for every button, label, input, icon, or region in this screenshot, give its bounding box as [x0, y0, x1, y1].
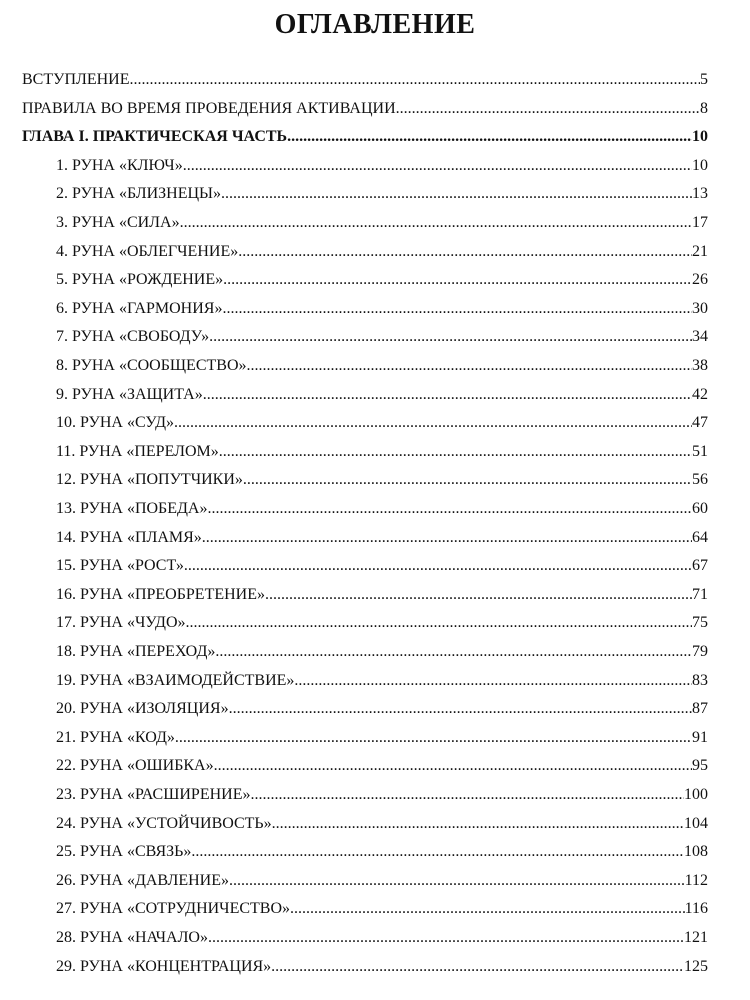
toc-dot-leader	[294, 670, 692, 692]
toc-entry-label: 20. РУНА «ИЗОЛЯЦИЯ»	[56, 700, 229, 717]
toc-entry	[56, 612, 708, 634]
toc-dot-leader	[186, 612, 692, 634]
toc-entry-page: 112	[684, 872, 708, 889]
toc-entry	[56, 841, 708, 863]
toc-dot-leader	[180, 212, 692, 234]
toc-entry	[56, 870, 708, 892]
toc-entry	[56, 212, 708, 234]
toc-entry-label: ПРАВИЛА ВО ВРЕМЯ ПРОВЕДЕНИЯ АКТИВАЦИИ	[22, 100, 396, 117]
toc-dot-leader	[229, 698, 692, 720]
toc-dot-leader	[247, 355, 693, 377]
toc-entry	[56, 670, 708, 692]
toc-entry-label: ГЛАВА I. ПРАКТИЧЕСКАЯ ЧАСТЬ	[22, 128, 288, 145]
toc-entry-page: 100	[684, 786, 708, 803]
toc-entry-label: 14. РУНА «ПЛАМЯ»	[56, 529, 202, 546]
toc-entry-page: 10	[692, 128, 708, 145]
toc-entry-page: 87	[692, 700, 708, 717]
toc-entry-page: 17	[692, 214, 708, 231]
toc-entry	[56, 384, 708, 406]
toc-dot-leader	[396, 98, 700, 120]
toc-dot-leader	[175, 727, 692, 749]
toc-entry	[56, 898, 708, 920]
toc-entry-label: 6. РУНА «ГАРМОНИЯ»	[56, 300, 223, 317]
toc-dot-leader	[208, 927, 684, 949]
toc-entry-page: 42	[692, 386, 708, 403]
toc-entry-page: 121	[684, 929, 708, 946]
toc-entry	[56, 784, 708, 806]
toc-entry-page: 83	[692, 672, 708, 689]
toc-dot-leader	[203, 384, 692, 406]
toc-entry	[22, 69, 708, 91]
toc-entry-label: 22. РУНА «ОШИБКА»	[56, 757, 214, 774]
toc-entry-page: 104	[684, 815, 708, 832]
toc-entry-label: 29. РУНА «КОНЦЕНТРАЦИЯ»	[56, 958, 272, 975]
toc-entry-page: 47	[692, 414, 708, 431]
toc-entry-label: 10. РУНА «СУД»	[56, 414, 175, 431]
toc-entry-label: 28. РУНА «НАЧАЛО»	[56, 929, 208, 946]
toc-entry-page: 51	[692, 443, 708, 460]
toc-dot-leader	[130, 69, 700, 91]
toc-entry-page: 116	[684, 900, 708, 917]
toc-entry-label: 13. РУНА «ПОБЕДА»	[56, 500, 208, 517]
toc-entry-page: 75	[692, 614, 708, 631]
toc-entry-label: ВСТУПЛЕНИЕ	[22, 71, 130, 88]
toc-entry-label: 8. РУНА «СООБЩЕСТВО»	[56, 357, 247, 374]
toc-dot-leader	[287, 126, 692, 148]
toc-entry	[56, 956, 708, 978]
toc-entry-label: 5. РУНА «РОЖДЕНИЕ»	[56, 271, 224, 288]
toc-entry	[56, 183, 708, 205]
toc-entry-page: 56	[692, 471, 708, 488]
toc-dot-leader	[238, 241, 692, 263]
toc-entry-page: 125	[684, 958, 708, 975]
toc-entry	[56, 584, 708, 606]
toc-entry-page: 71	[692, 586, 708, 603]
toc-entry	[56, 155, 708, 177]
toc-entry-label: 4. РУНА «ОБЛЕГЧЕНИЕ»	[56, 243, 239, 260]
toc-entry-label: 24. РУНА «УСТОЙЧИВОСТЬ»	[56, 815, 272, 832]
toc-entry	[56, 727, 708, 749]
toc-dot-leader	[272, 813, 684, 835]
toc-entry-page: 30	[692, 300, 708, 317]
toc-dot-leader	[183, 155, 692, 177]
toc-entry-page: 26	[692, 271, 708, 288]
toc-entry	[56, 412, 708, 434]
toc-entry-page: 34	[692, 328, 708, 345]
toc-entry-label: 11. РУНА «ПЕРЕЛОМ»	[56, 443, 219, 460]
toc-entry	[56, 641, 708, 663]
toc-entry-page: 38	[692, 357, 708, 374]
toc-entry-label: 9. РУНА «ЗАЩИТА»	[56, 386, 203, 403]
toc-entry-label: 2. РУНА «БЛИЗНЕЦЫ»	[56, 185, 221, 202]
toc-entry	[56, 298, 708, 320]
toc-entry	[56, 813, 708, 835]
toc-entry-page: 5	[700, 71, 708, 88]
toc-entry	[56, 355, 708, 377]
toc-entry-label: 23. РУНА «РАСШИРЕНИЕ»	[56, 786, 251, 803]
toc-dot-leader	[174, 412, 692, 434]
toc-entry	[56, 698, 708, 720]
toc-entry	[22, 126, 708, 148]
toc-entry-label: 1. РУНА «КЛЮЧ»	[56, 157, 183, 174]
toc-entry-label: 7. РУНА «СВОБОДУ»	[56, 328, 210, 345]
toc-entry-page: 60	[692, 500, 708, 517]
toc-entry	[56, 498, 708, 520]
toc-entry	[56, 469, 708, 491]
toc-entry	[56, 555, 708, 577]
toc-dot-leader	[209, 326, 692, 348]
toc-dot-leader	[229, 870, 685, 892]
toc-dot-leader	[271, 956, 684, 978]
toc-dot-leader	[223, 269, 692, 291]
toc-entry-label: 26. РУНА «ДАВЛЕНИЕ»	[56, 872, 229, 889]
toc-entry-page: 108	[684, 843, 708, 860]
toc-entry-label: 17. РУНА «ЧУДО»	[56, 614, 186, 631]
toc-entry-page: 8	[700, 100, 708, 117]
toc-entry-label: 3. РУНА «СИЛА»	[56, 214, 180, 231]
toc-entry	[56, 326, 708, 348]
toc-entry	[56, 755, 708, 777]
toc-dot-leader	[207, 498, 692, 520]
toc-entry-page: 13	[692, 185, 708, 202]
toc-entry-label: 16. РУНА «ПРЕОБРЕТЕНИЕ»	[56, 586, 266, 603]
toc-dot-leader	[191, 841, 684, 863]
toc-entry-label: 21. РУНА «КОД»	[56, 729, 175, 746]
toc-entry-page: 10	[692, 157, 708, 174]
toc-entry-label: 19. РУНА «ВЗАИМОДЕЙСТВИЕ»	[56, 672, 295, 689]
toc-dot-leader	[202, 527, 692, 549]
toc-entry-label: 25. РУНА «СВЯЗЬ»	[56, 843, 192, 860]
page-title: ОГЛАВЛЕНИЕ	[274, 9, 476, 40]
toc-dot-leader	[290, 898, 685, 920]
toc-entry-page: 95	[692, 757, 708, 774]
toc-entry	[22, 98, 708, 120]
toc-entry	[56, 441, 708, 463]
toc-entry-page: 79	[692, 643, 708, 660]
toc-entry-page: 67	[692, 557, 708, 574]
toc-dot-leader	[222, 298, 692, 320]
toc-entry	[56, 241, 708, 263]
toc-entry-label: 15. РУНА «РОСТ»	[56, 557, 184, 574]
toc-entry	[56, 527, 708, 549]
toc-entry-label: 27. РУНА «СОТРУДНИЧЕСТВО»	[56, 900, 291, 917]
toc-entry	[56, 927, 708, 949]
toc-dot-leader	[215, 641, 692, 663]
toc-dot-leader	[250, 784, 684, 806]
toc-dot-leader	[184, 555, 692, 577]
toc-dot-leader	[265, 584, 692, 606]
toc-dot-leader	[221, 183, 692, 205]
toc-entry-page: 21	[692, 243, 708, 260]
toc-entry	[56, 269, 708, 291]
toc-dot-leader	[219, 441, 692, 463]
toc-entry-label: 18. РУНА «ПЕРЕХОД»	[56, 643, 216, 660]
toc-dot-leader	[243, 469, 692, 491]
toc-dot-leader	[214, 755, 692, 777]
toc-entry-label: 12. РУНА «ПОПУТЧИКИ»	[56, 471, 243, 488]
toc-entry-page: 64	[692, 529, 708, 546]
toc-entry-page: 91	[692, 729, 708, 746]
